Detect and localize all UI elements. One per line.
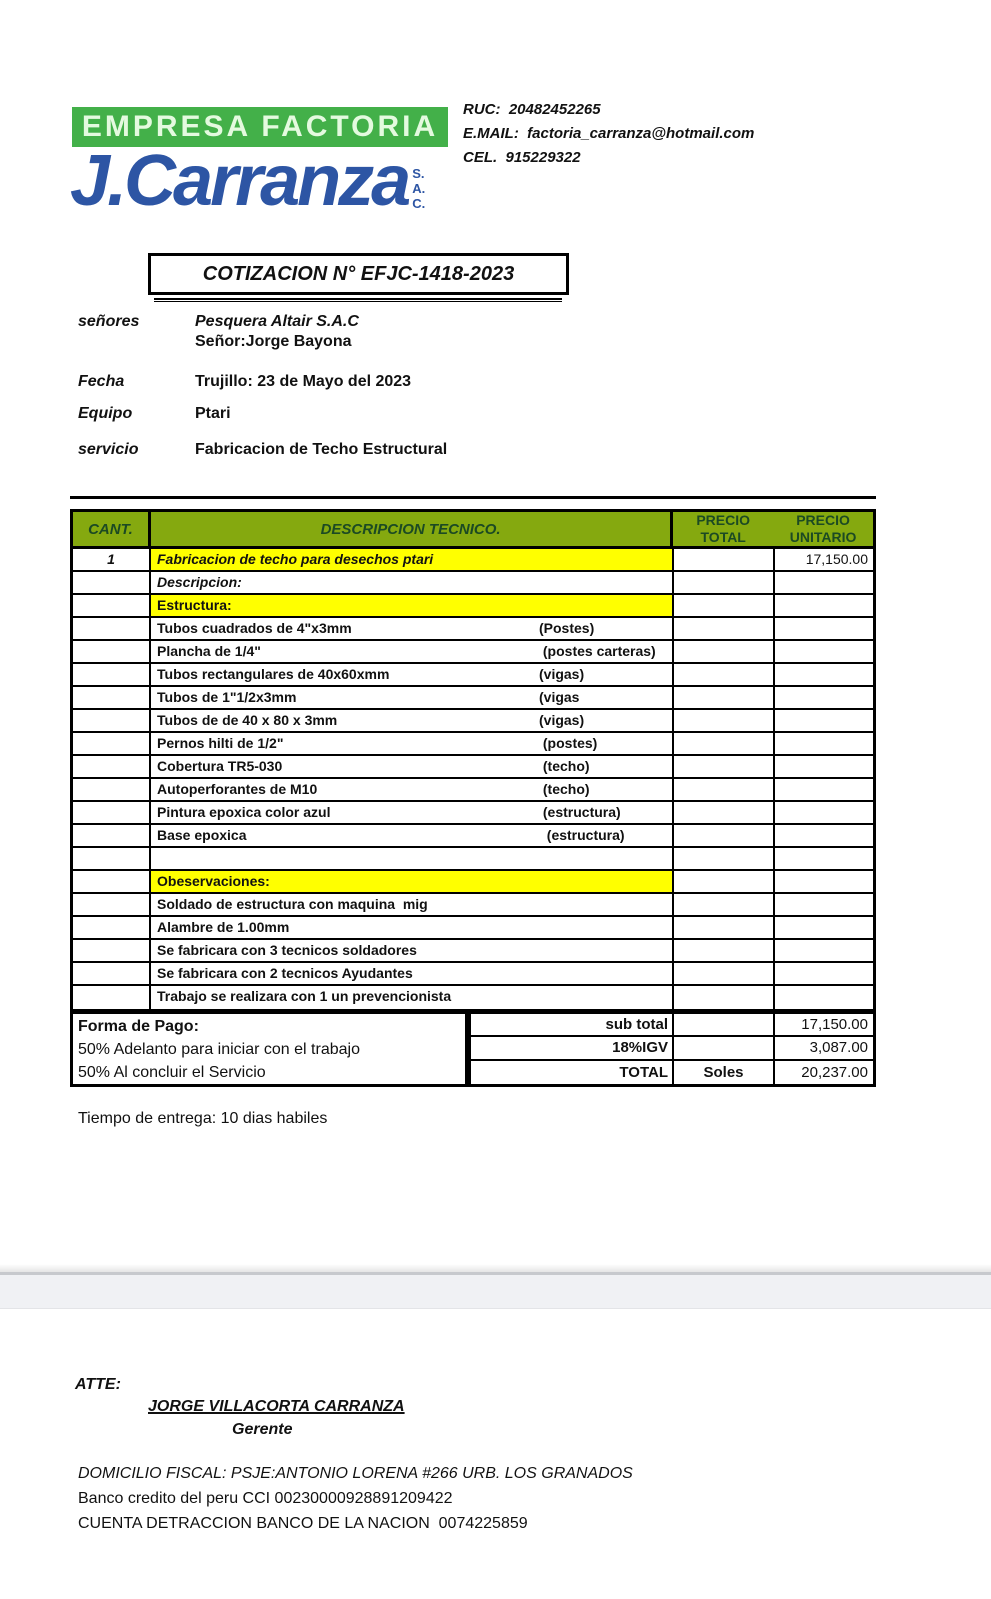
description-text: Tubos rectangulares de 40x60xmm [157,666,390,682]
cant-cell [73,825,151,846]
client-name: Pesquera Altair S.A.C [195,313,359,330]
description-text: Cobertura TR5-030 [157,758,283,774]
company-logo [70,140,425,222]
description-text: Soldado de estructura con maquina mig [157,896,428,912]
table-row [73,641,873,664]
total-currency-cell [674,1037,775,1060]
ruc-line: RUC: 20482452265 [463,101,601,118]
description-cell [151,595,674,616]
header-descripcion: DESCRIPCION TECNICO. [151,512,673,546]
description-text: Tubos de 1"1/2x3mm [157,689,297,705]
precio-total-cell [674,572,775,593]
precio-unitario-cell [775,917,873,938]
precio-unitario-cell [775,940,873,961]
description-note: (estructura) [539,827,625,843]
table-row [73,756,873,779]
header-precio-total-line2: TOTAL [700,529,746,545]
description-cell [151,779,674,800]
precio-unitario-cell [775,664,873,685]
precio-unitario-cell: 17,150.00 [805,551,868,567]
table-row [73,940,873,963]
cant-cell [73,940,151,961]
payment-terms-line1: 50% Adelanto para iniciar con el trabajo [78,1041,360,1058]
table-row [73,595,873,618]
quotation-title: COTIZACION N° EFJC-1418-2023 [202,262,515,285]
description-text: Base epoxica [157,827,247,843]
precio-total-cell [674,687,775,708]
description-text: Obeservaciones: [157,873,270,889]
description-text: Descripcion: [157,574,242,590]
total-value-cell: 17,150.00 [775,1014,873,1037]
description-cell [151,618,674,639]
description-cell [151,733,674,754]
cant-cell [73,848,151,869]
table-row [73,871,873,894]
description-cell [151,871,674,892]
table-row [73,549,873,572]
description-text: Autoperforantes de M10 [157,781,318,797]
table-row [73,963,873,986]
description-cell [151,848,674,869]
total-label-cell: 18%IGV [471,1037,674,1060]
table-row [73,802,873,825]
cant-cell [73,917,151,938]
cant-cell [73,963,151,984]
table-row [73,848,873,871]
precio-total-cell [674,756,775,777]
precio-unitario-cell [775,963,873,984]
description-note: (techo) [539,758,590,774]
description-cell [151,986,674,1009]
header-cant: CANT. [73,512,151,546]
table-row [73,986,873,1009]
precio-unitario-cell [775,871,873,892]
table-row [73,779,873,802]
cant-cell [73,779,151,800]
cant-cell [73,894,151,915]
description-cell [151,572,674,593]
precio-total-cell [674,710,775,731]
total-value-cell: 3,087.00 [775,1037,873,1060]
description-text: Plancha de 1/4" [157,643,261,659]
description-note: (techo) [539,781,590,797]
equipo-value: Ptari [195,405,231,422]
description-note: (postes) [539,735,598,751]
precio-total-cell [674,664,775,685]
fecha-value: Trujillo: 23 de Mayo del 2023 [195,373,412,390]
cant-cell [73,710,151,731]
logo-suffix-a: A. [412,181,426,196]
precio-total-cell [674,871,775,892]
header-precio-total-line1: PRECIO [696,512,751,528]
description-text: Fabricacion de techo para desechos ptari [157,551,434,567]
total-currency-cell: Soles [674,1061,775,1084]
cant-cell [73,733,151,754]
description-note: (postes carteras) [539,643,656,659]
description-cell [151,802,674,823]
precio-total-cell [674,825,775,846]
description-text: Se fabricara con 3 tecnicos soldadores [157,942,417,958]
payment-terms-line2: 50% Al concluir el Servicio [78,1064,266,1081]
description-text: Alambre de 1.00mm [157,919,290,935]
company-logo-text: J.Carranza [70,141,409,221]
precio-total-cell [674,963,775,984]
precio-unitario-cell [775,572,873,593]
total-label-cell: sub total [471,1014,674,1037]
table-row [73,733,873,756]
description-cell [151,664,674,685]
total-currency-cell [674,1014,775,1037]
description-cell [151,917,674,938]
header-precio-unitario [773,512,873,546]
description-cell [151,940,674,961]
page-separator-shadow [0,1264,991,1272]
company-banner-text: EMPRESA FACTORIA [81,110,439,143]
description-cell [151,687,674,708]
atte-label: ATTE: [75,1376,121,1393]
description-cell [151,710,674,731]
table-row [73,917,873,940]
precio-total-cell [674,595,775,616]
precio-unitario-cell [775,733,873,754]
precio-unitario-cell [775,710,873,731]
table-row [73,687,873,710]
payment-terms-title: Forma de Pago: [78,1018,199,1035]
description-cell [151,756,674,777]
cant-cell [73,802,151,823]
logo-suffix-c: C. [412,196,426,211]
cant-cell [73,756,151,777]
precio-unitario-cell [775,848,873,869]
logo-suffix-s: S. [412,166,425,181]
delivery-time: Tiempo de entrega: 10 dias habiles [78,1110,328,1127]
cant-cell [73,572,151,593]
fecha-label: Fecha [78,373,125,390]
precio-total-cell [674,917,775,938]
cant-cell [73,986,151,1009]
payment-terms-box [70,1011,468,1087]
description-cell [151,894,674,915]
description-cell [151,825,674,846]
senores-label: señores [78,313,140,330]
description-note: (vigas) [539,712,585,728]
precio-unitario-cell [775,618,873,639]
table-row [73,572,873,595]
description-cell [151,549,674,570]
precio-total-cell [674,641,775,662]
total-value-cell: 20,237.00 [801,1063,868,1081]
fiscal-address: DOMICILIO FISCAL: PSJE:ANTONIO LORENA #266 URB. LOS GRANADOS [78,1465,633,1482]
total-label-cell: TOTAL [471,1061,674,1084]
equipo-label: Equipo [78,405,133,422]
precio-unitario-cell [775,779,873,800]
email-line: E.MAIL: factoria_carranza@hotmail.com [463,125,755,142]
quotation-title-box [148,253,569,295]
precio-unitario-cell [775,894,873,915]
cant-cell [73,641,151,662]
description-note: (vigas) [539,666,585,682]
description-text: Se fabricara con 2 tecnicos Ayudantes [157,965,413,981]
precio-unitario-cell [775,687,873,708]
precio-total-cell [674,549,775,570]
precio-total-cell [674,986,775,1009]
signature-name: JORGE VILLACORTA CARRANZA [148,1398,405,1415]
precio-unitario-cell [775,802,873,823]
description-text: Pintura epoxica color azul [157,804,331,820]
description-cell [151,641,674,662]
precio-total-cell [674,894,775,915]
description-note: (estructura) [539,804,621,820]
bank-account: Banco credito del peru CCI 00230000928891209422 [78,1490,453,1507]
table-top-rule [70,496,876,499]
header-precio-unitario-line1: PRECIO [796,512,850,528]
table-row [73,894,873,917]
precio-total-cell [674,733,775,754]
cant-cell [73,687,151,708]
table-row [73,664,873,687]
header-precio-total [673,512,773,546]
precio-total-cell [674,802,775,823]
cant-cell [73,871,151,892]
cant-cell [73,664,151,685]
precio-unitario-cell [775,595,873,616]
description-note: (vigas [539,689,580,705]
precio-total-cell [674,940,775,961]
table-row [73,710,873,733]
precio-unitario-cell [775,756,873,777]
description-note: (Postes) [539,620,595,636]
description-text: Tubos cuadrados de 4"x3mm [157,620,352,636]
precio-total-cell [674,848,775,869]
description-text: Pernos hilti de 1/2" [157,735,284,751]
description-cell [151,963,674,984]
cant-cell [73,618,151,639]
table-row [73,618,873,641]
precio-unitario-cell [775,986,873,1009]
servicio-value: Fabricacion de Techo Estructural [195,441,448,458]
header-precio-unitario-line2: UNITARIO [789,529,857,545]
table-header [70,509,876,549]
title-underline [154,298,562,302]
precio-total-cell [674,779,775,800]
table-row [73,825,873,848]
description-text: Estructura: [157,597,232,613]
description-text: Tubos de de 40 x 80 x 3mm [157,712,338,728]
totals-table [468,1011,876,1087]
table-body [70,549,876,1012]
detraction-account: CUENTA DETRACCION BANCO DE LA NACION 0074225859 [78,1515,528,1532]
precio-total-cell [674,618,775,639]
precio-unitario-cell [775,641,873,662]
signature-role: Gerente [232,1421,293,1438]
servicio-label: servicio [78,441,139,458]
description-text: Trabajo se realizara con 1 un prevencionista [157,988,452,1004]
page-separator [0,1272,991,1309]
precio-unitario-cell [775,825,873,846]
client-contact: Señor:Jorge Bayona [195,333,352,350]
company-logo-suffix [412,166,425,211]
cel-line: CEL. 915229322 [463,149,581,166]
cant-cell: 1 [73,549,151,570]
contact-info [463,98,754,170]
cant-cell [73,595,151,616]
